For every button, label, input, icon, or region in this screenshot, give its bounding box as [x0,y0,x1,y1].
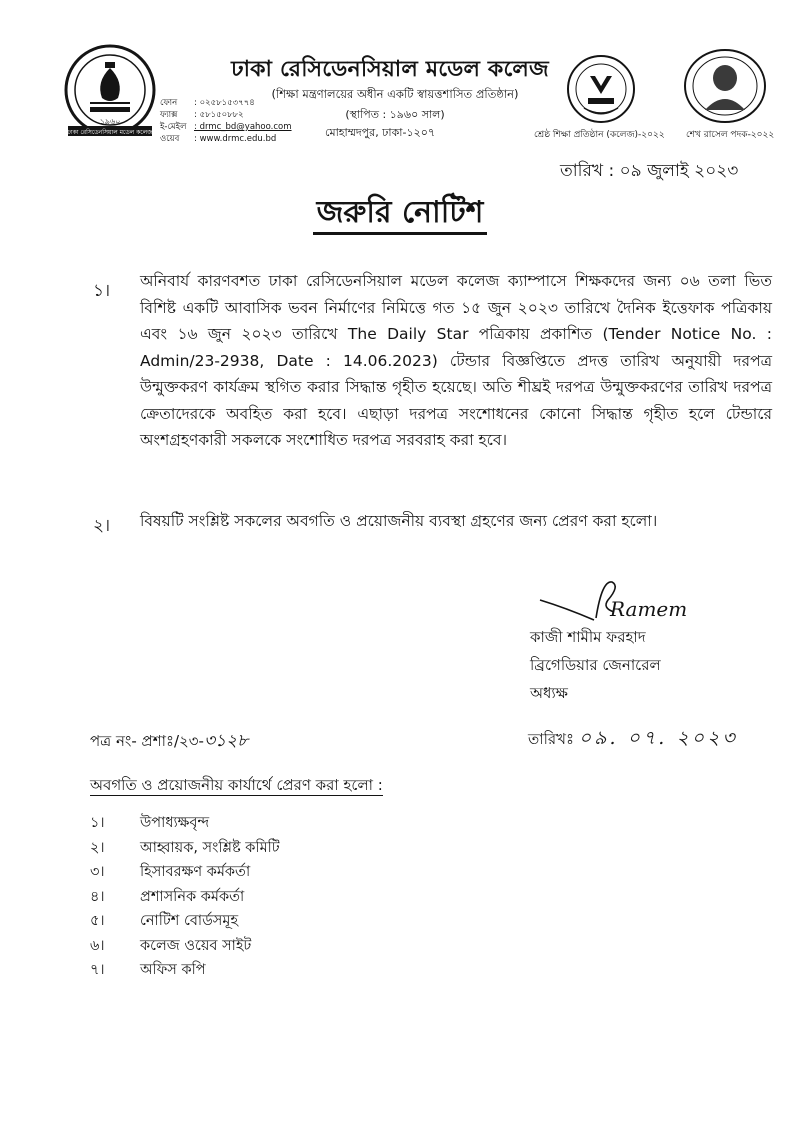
forward-heading: অবগতি ও প্রয়োজনীয় কার্যার্থে প্রেরণ করা হলো : [90,776,383,794]
list-item: ৭। অফিস কপি [90,962,206,978]
college-logo [64,44,156,136]
memo-number-handwritten: ৩১২৮ [203,731,249,751]
memo-number: পত্র নং- প্রশাঃ/২৩-৩১২৮ [90,731,249,751]
contact-phone: ফোন : ০২৫৮১৫৩৭৭৪ [160,98,255,108]
list-item: ৪। প্রশাসনিক কর্মকর্তা [90,888,245,905]
college-subtitle: (শিক্ষা মন্ত্রণালয়ের অধীন একটি স্বায়ত্তশাসিত প্রতিষ্ঠান) [271,87,519,101]
principal-name: কাজী শামীম ফরহাদ [530,628,646,646]
memo-date-handwritten: ০৯. ০৭. ২০২৩ [578,727,738,749]
list-item: ১। উপাধ্যক্ষবৃন্দ [90,815,210,831]
list-item: ৩। হিসাবরক্ষণ কর্মকর্তা [90,864,251,880]
best-institution-emblem [566,54,636,124]
paragraph-1-number: ১। [93,281,111,301]
notice-title: জরুরি নোটিশ [0,188,800,239]
contact-fax: ফ্যাক্স : ৫৮১৫০৮৮২ [160,110,244,120]
principal-rank: ব্রিগেডিয়ার জেনারেল [530,656,661,674]
paragraph-2-text: বিষয়টি সংশ্লিষ্ট সকলের অবগতি ও প্রয়োজনীয় ব্যবস্থা গ্রহণের জন্য প্রেরণ করা হলো। [140,512,658,530]
list-item: ২। আহ্বায়ক, সংশ্লিষ্ট কমিটি [90,839,280,856]
college-name: ঢাকা রেসিডেনসিয়াল মডেল কলেজ [231,57,549,82]
college-established: (স্থাপিত : ১৯৬০ সাল) [345,108,445,121]
principal-role: অধ্যক্ষ [530,684,568,702]
award-sheikh-russel: শেখ রাসেল পদক-২০২২ [686,130,775,140]
paragraph-2-number: ২। [93,516,111,536]
paragraph-1-text: অনিবার্য কারণবশত ঢাকা রেসিডেনসিয়াল মডেল কলেজ ক্যাম্পাসে শিক্ষকদের জন্য ০৬ তলা ভিত বিশিষ্ট একটি আবাসিক ভবন নির্মাণের নিমিত্তে গত ১৫ জুন ২০২৩ তারিখে দৈনিক ইত্তেফাক পত্রিকায় এবং ১৬ জুন ২০২৩ তারিখে The Daily Star পত্রিকায় প্রকাশিত (Tender Notice No. : Admin/23-2938, Date : 14.06.2023) টেন্ডার বিজ্ঞপ্তিতে প্রদত্ত তারিখ অনুযায়ী দরপত্র উন্মুক্তকরণ কার্যক্রম স্থগিত করার সিদ্ধান্ত গৃহীত হয়েছে। অতি শীঘ্রই দরপত্র উন্মুক্তকরণের তারিখ দরপত্র ক্রেতাদেরকে অবহিত করা হবে। এছাড়া দরপত্র সংশোধনের কোনো সিদ্ধান্ত গৃহীত হলে টেন্ডারে অংশগ্রহণকারী সকলকে সংশোধিত দরপত্র সরবরাহ করা হবে। [140,272,772,449]
list-item: ৫। নোটিশ বোর্ডসমূহ [90,913,239,929]
notice-date: তারিখ : ০৯ জুলাই ২০২৩ [560,161,739,181]
distribution-list [90,812,280,984]
logo-year: ১৯৬০ [99,117,121,126]
principal-signature [536,570,686,632]
signature-handwriting: Ramem [610,597,686,621]
college-address: মোহাম্মদপুর, ঢাকা-১২০৭ [325,126,436,139]
memo-date: তারিখঃ ০৯. ০৭. ২০২৩ [528,727,738,749]
logo-caption: ঢাকা রেসিডেনসিয়াল মডেল কলেজ [67,129,153,136]
award-best-institution: শ্রেষ্ঠ শিক্ষা প্রতিষ্ঠান (কলেজ)-২০২২ [534,130,665,140]
list-item: ৬। কলেজ ওয়েব সাইট [90,937,252,954]
contact-email[interactable]: ই-মেইল : drmc_bd@yahoo.com [160,122,292,132]
contact-web: ওয়েব : www.drmc.edu.bd [160,134,277,144]
sheikh-russel-medal-emblem [683,48,767,124]
